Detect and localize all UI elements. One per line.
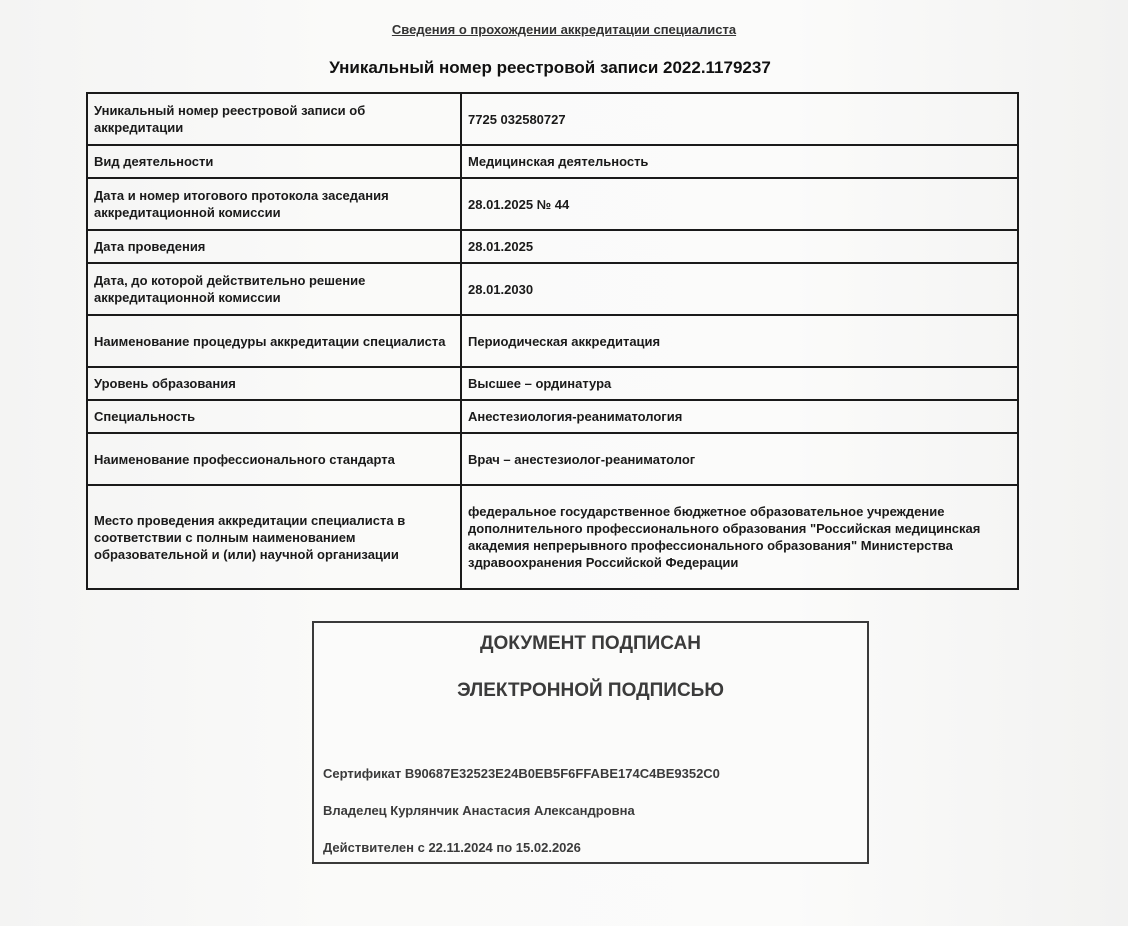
row-value: Врач – анестезиолог-реаниматолог xyxy=(461,433,1018,485)
signature-title-line2: ЭЛЕКТРОННОЙ ПОДПИСЬЮ xyxy=(457,680,724,701)
table-row xyxy=(87,485,1018,589)
row-value: Периодическая аккредитация xyxy=(461,315,1018,367)
signature-title-line1: ДОКУМЕНТ ПОДПИСАН xyxy=(479,633,702,654)
table-row xyxy=(87,178,1018,230)
registry-record-title: Уникальный номер реестровой записи 2022.1179237 xyxy=(329,58,771,77)
accreditation-info-table xyxy=(86,92,1019,590)
row-value: 28.01.2025 xyxy=(461,230,1018,263)
table-row xyxy=(87,93,1018,145)
row-value: Анестезиология-реаниматология xyxy=(461,400,1018,433)
certificate-validity: Действителен с 22.11.2024 по 15.02.2026 xyxy=(323,840,581,855)
row-value: 28.01.2030 xyxy=(461,263,1018,315)
table-row xyxy=(87,230,1018,263)
document-heading: Сведения о прохождении аккредитации специалиста xyxy=(391,22,737,37)
row-value: 28.01.2025 № 44 xyxy=(461,178,1018,230)
electronic-signature-stamp xyxy=(312,621,869,864)
table-row xyxy=(87,263,1018,315)
row-label: Наименование профессионального стандарта xyxy=(87,433,461,485)
row-label: Место проведения аккредитации специалиста в соответствии с полным наименованием образовательной и (или) научной организации xyxy=(87,485,461,589)
row-label: Дата и номер итогового протокола заседания аккредитационной комиссии xyxy=(87,178,461,230)
table-row xyxy=(87,400,1018,433)
row-label: Уникальный номер реестровой записи об аккредитации xyxy=(87,93,461,145)
row-label: Вид деятельности xyxy=(87,145,461,178)
table-row xyxy=(87,315,1018,367)
row-value: 7725 032580727 xyxy=(461,93,1018,145)
certificate-owner: Владелец Курлянчик Анастасия Александровна xyxy=(323,803,635,818)
certificate-number: Сертификат B90687E32523E24B0EB5F6FFABE174C4BE9352C0 xyxy=(323,766,720,781)
row-value: Медицинская деятельность xyxy=(461,145,1018,178)
row-label: Уровень образования xyxy=(87,367,461,400)
row-value: федеральное государственное бюджетное образовательное учреждение дополнительного профессионального образования "Российская медицинская академия непрерывного профессионального образования" Министерства здравоохранения Российской Федерации xyxy=(461,485,1018,589)
row-label: Дата, до которой действительно решение аккредитационной комиссии xyxy=(87,263,461,315)
row-label: Дата проведения xyxy=(87,230,461,263)
table-row xyxy=(87,367,1018,400)
table-row xyxy=(87,433,1018,485)
row-label: Специальность xyxy=(87,400,461,433)
table-row xyxy=(87,145,1018,178)
row-label: Наименование процедуры аккредитации специалиста xyxy=(87,315,461,367)
row-value: Высшее – ординатура xyxy=(461,367,1018,400)
